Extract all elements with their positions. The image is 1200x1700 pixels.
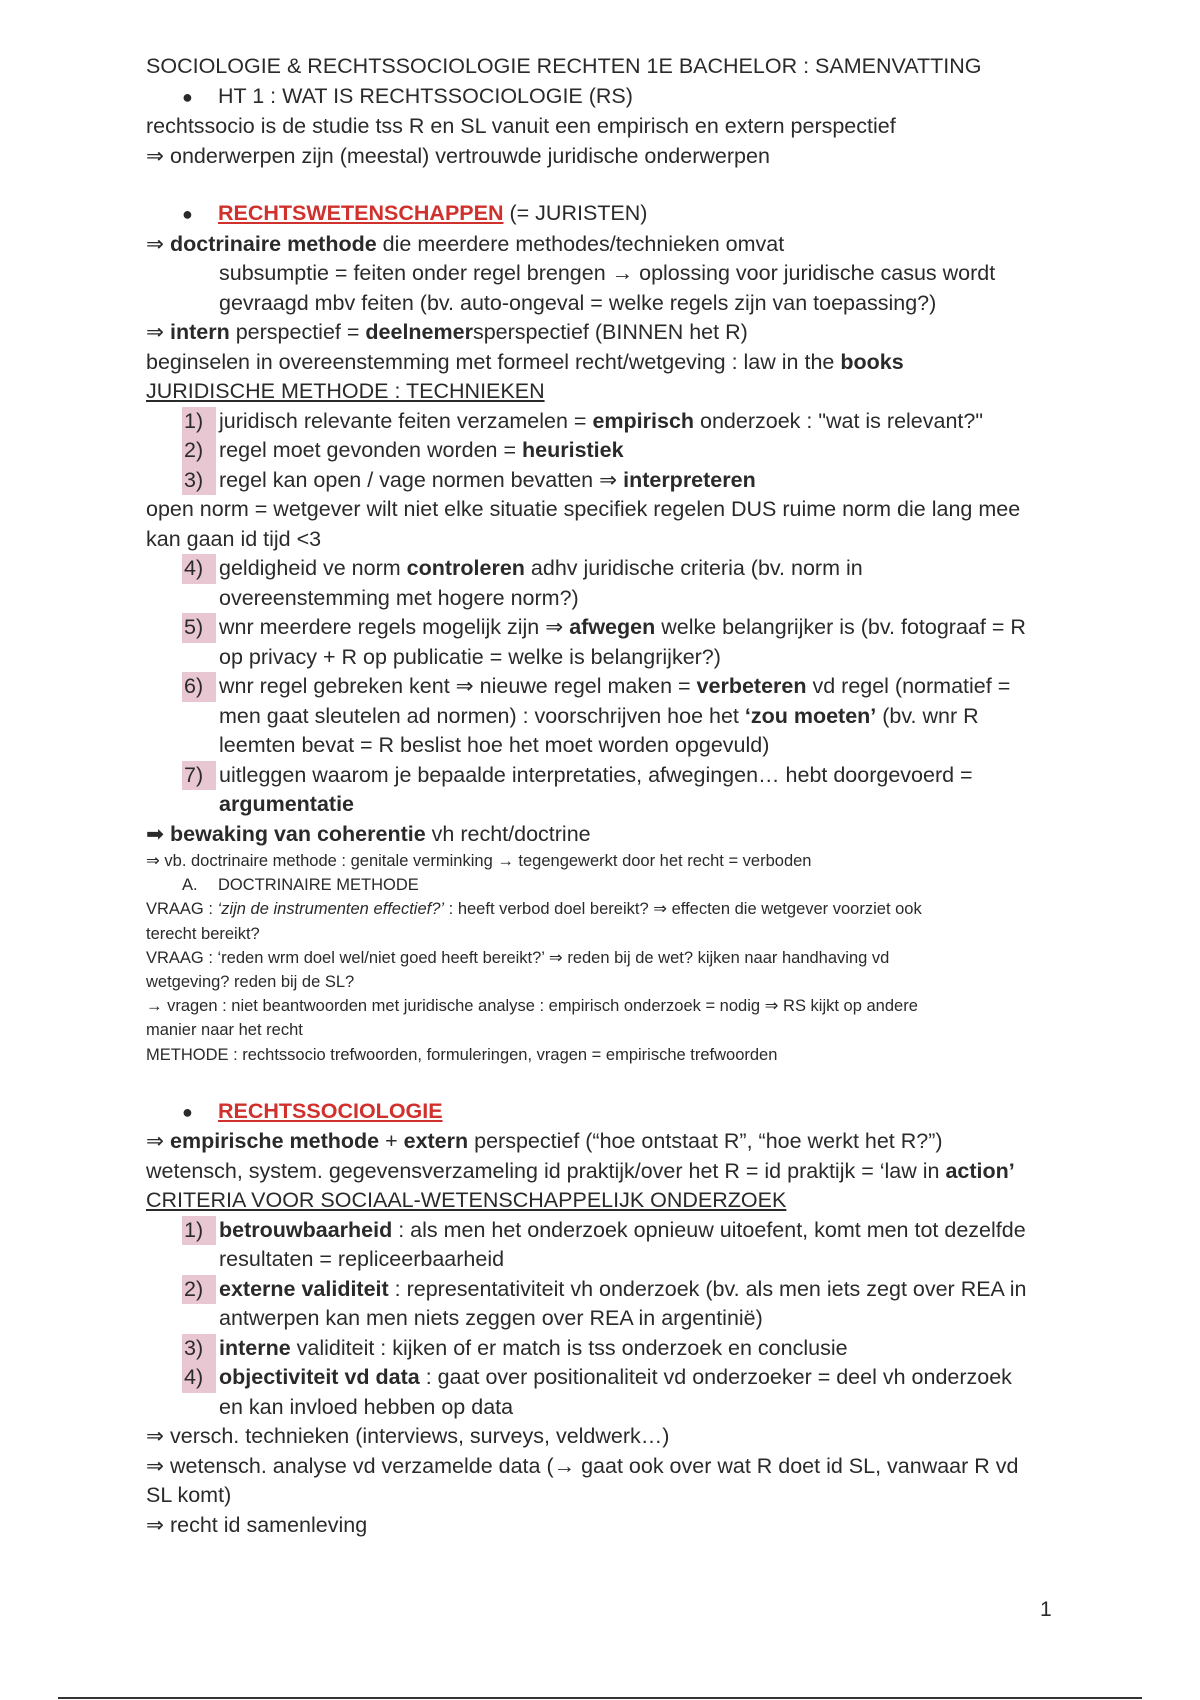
list-item: 4) objectiviteit vd data : gaat over positionaliteit vd onderzoeker = deel vh onderzoek (146, 1363, 1066, 1393)
small-text-line: ⇒ vb. doctrinaire methode : genitale verminking → tegengewerkt door het recht = verboden (146, 852, 812, 870)
subheading-criteria: CRITERIA VOOR SOCIAAL-WETENSCHAPPELIJK ONDERZOEK (146, 1188, 787, 1213)
list-number: 1) (182, 407, 216, 437)
small-text-line: manier naar het recht (146, 1021, 303, 1040)
list-number: 5) (182, 613, 216, 643)
list-item: 3) interne validiteit : kijken of er match is tss onderzoek en conclusie (146, 1334, 1066, 1364)
list-number: 3) (182, 1334, 216, 1364)
text-line: ⇒ intern perspectief = deelnemersperspectief (BINNEN het R) (146, 320, 748, 344)
text-line: ⇒ empirische methode + extern perspectief (“hoe ontstaat R”, “hoe werkt het R?”) (146, 1129, 943, 1154)
section-heading-rechtswetenschappen: ● RECHTSWETENSCHAPPEN (= JURISTEN) (146, 199, 1066, 230)
list-number: 3) (182, 466, 216, 496)
ht1-bullet: ● HT 1 : WAT IS RECHTSSOCIOLOGIE (RS) (146, 82, 1066, 113)
text-line: ⇒ versch. technieken (interviews, surveys, veldwerk…) (146, 1424, 670, 1449)
text-line: ⇒ wetensch. analyse vd verzamelde data (→ gaat ook over wat R doet id SL, vanwaar R vd (146, 1453, 1019, 1478)
text-line: leemten bevat = R beslist hoe het moet worden opgevuld) (219, 733, 770, 757)
small-text-line: VRAAG : ‘reden wrm doel wel/niet goed heeft bereikt?’ ⇒ reden bij de wet? kijken naar handhaving vd (146, 948, 890, 967)
text-line: argumentatie (219, 792, 355, 816)
small-text-line: A. DOCTRINAIRE METHODE (182, 876, 419, 895)
list-item: 7) uitleggen waarom je bepaalde interpretaties, afwegingen… hebt doorgevoerd = (146, 761, 1066, 791)
small-text-line: → vragen : niet beantwoorden met juridische analyse : empirisch onderzoek = nodig ⇒ RS kijkt op andere (146, 997, 918, 1016)
list-item: 1) betrouwbaarheid : als men het onderzoek opnieuw uitoefent, komt men tot dezelfde (146, 1216, 1066, 1246)
small-text-line: VRAAG : ‘zijn de instrumenten effectief?’ : heeft verbod doel bereikt? ⇒ effecten die wetgever voorziet ook (146, 900, 922, 919)
text-line: wetensch, system. gegevensverzameling id praktijk/over het R = id praktijk = ‘law in action’ (146, 1158, 1015, 1183)
list-number: 4) (182, 554, 216, 584)
text-line: ⇒ doctrinaire methode die meerdere methodes/technieken omvat (146, 231, 785, 256)
text-line: kan gaan id tijd <3 (146, 526, 322, 551)
section-heading-rechtssociologie: ● RECHTSSOCIOLOGIE (146, 1097, 1066, 1128)
bullet-icon: ● (182, 204, 193, 224)
list-number: 2) (182, 1275, 216, 1305)
text-line: beginselen in overeenstemming met formeel recht/wetgeving : law in the books (146, 349, 904, 374)
bottom-divider (58, 1697, 1142, 1699)
list-item: 4) geldigheid ve norm controleren adhv juridische criteria (bv. norm in (146, 554, 1066, 584)
text-line: antwerpen kan men niets zeggen over REA in argentinië) (219, 1306, 763, 1331)
text-line: gevraagd mbv feiten (bv. auto-ongeval = welke regels zijn van toepassing?) (219, 290, 937, 315)
text-line: subsumptie = feiten onder regel brengen → oplossing voor juridische casus wordt (219, 261, 996, 285)
bullet-icon: ● (182, 86, 193, 107)
document-page (146, 52, 1066, 1540)
text-line: men gaat sleutelen ad normen) : voorschrijven hoe het ‘zou moeten’ (bv. wnr R (219, 703, 979, 728)
list-item: 6) wnr regel gebreken kent ⇒ nieuwe regel maken = verbeteren vd regel (normatief = (146, 672, 1066, 702)
list-number: 2) (182, 436, 216, 466)
document-title: SOCIOLOGIE & RECHTSSOCIOLOGIE RECHTEN 1E BACHELOR : SAMENVATTING (146, 54, 982, 78)
bullet-icon: ● (182, 1101, 193, 1122)
list-item: 2) regel moet gevonden worden = heuristiek (146, 436, 1066, 466)
text-line: en kan invloed hebben op data (219, 1394, 514, 1419)
text-line: SL komt) (146, 1483, 232, 1508)
intro-line: rechtssocio is de studie tss R en SL vanuit een empirisch en extern perspectief (146, 114, 896, 138)
page-number: 1 (1040, 1598, 1052, 1621)
text-line: ⇒ recht id samenleving (146, 1512, 368, 1537)
list-number: 4) (182, 1363, 216, 1393)
text-line: open norm = wetgever wilt niet elke situatie specifiek regelen DUS ruime norm die lang mee (146, 497, 1021, 521)
text-line: op privacy + R op publicatie = welke is belangrijker?) (219, 644, 721, 669)
small-text-line: terecht bereikt? (146, 924, 260, 943)
list-number: 6) (182, 672, 216, 702)
list-item: 3) regel kan open / vage normen bevatten ⇒ interpreteren (146, 466, 1066, 496)
text-line: overeenstemming met hogere norm?) (219, 585, 579, 610)
text-line: resultaten = repliceerbaarheid (219, 1247, 505, 1272)
small-text-line: METHODE : rechtssocio trefwoorden, formuleringen, vragen = empirische trefwoorden (146, 1045, 778, 1064)
text-line: ➡ bewaking van coherentie vh recht/doctrine (146, 821, 591, 846)
subheading-juridische-methode: JURIDISCHE METHODE : TECHNIEKEN (146, 379, 545, 403)
list-item: 1) juridisch relevante feiten verzamelen = empirisch onderzoek : "wat is relevant?" (146, 407, 1066, 437)
list-item: 5) wnr meerdere regels mogelijk zijn ⇒ afwegen welke belangrijker is (bv. fotograaf = R (146, 613, 1066, 643)
intro-line: ⇒ onderwerpen zijn (meestal) vertrouwde juridische onderwerpen (146, 143, 770, 168)
list-number: 1) (182, 1216, 216, 1246)
list-number: 7) (182, 761, 216, 791)
list-item: 2) externe validiteit : representativiteit vh onderzoek (bv. als men iets zegt over REA in (146, 1275, 1066, 1305)
small-text-line: wetgeving? reden bij de SL? (146, 973, 355, 992)
